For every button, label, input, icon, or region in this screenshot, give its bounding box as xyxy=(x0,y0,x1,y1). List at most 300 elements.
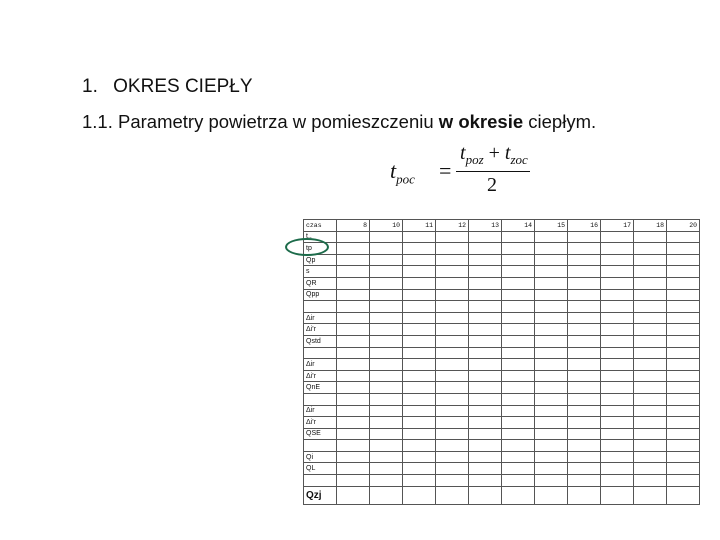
table-cell xyxy=(370,417,403,429)
table-cell xyxy=(667,289,700,301)
table-cell xyxy=(667,335,700,347)
table-cell xyxy=(469,289,502,301)
table-cell xyxy=(502,393,535,405)
table-cell xyxy=(436,347,469,359)
table-cell xyxy=(667,370,700,382)
header-cell-time: czas xyxy=(304,220,337,232)
table-cell xyxy=(601,451,634,463)
table-cell xyxy=(403,440,436,452)
header-cell-hour: 20 xyxy=(667,220,700,232)
table-cell xyxy=(568,312,601,324)
table-cell xyxy=(535,486,568,504)
table-cell xyxy=(667,231,700,243)
table-cell xyxy=(370,428,403,440)
table-cell xyxy=(337,486,370,504)
table-cell xyxy=(601,277,634,289)
table-cell xyxy=(403,393,436,405)
row-label: Qstd xyxy=(304,335,337,347)
table-cell xyxy=(535,277,568,289)
table-cell xyxy=(535,382,568,394)
table-row xyxy=(304,324,700,336)
table-cell xyxy=(634,405,667,417)
table-cell xyxy=(601,324,634,336)
table-cell xyxy=(667,243,700,255)
table-row xyxy=(304,486,700,504)
table-header-row xyxy=(304,220,700,232)
table-cell xyxy=(502,359,535,371)
table-cell xyxy=(568,359,601,371)
row-label xyxy=(304,393,337,405)
table-cell xyxy=(370,312,403,324)
table-cell xyxy=(436,301,469,313)
table-cell xyxy=(469,254,502,266)
table-cell xyxy=(535,324,568,336)
table-cell xyxy=(601,393,634,405)
section-number: 1. xyxy=(82,76,98,97)
table-cell xyxy=(601,405,634,417)
table-cell xyxy=(370,266,403,278)
table-cell xyxy=(568,417,601,429)
table-row xyxy=(304,405,700,417)
table-cell xyxy=(601,475,634,487)
table-cell xyxy=(436,417,469,429)
table-cell xyxy=(634,289,667,301)
table-cell xyxy=(403,301,436,313)
table-cell xyxy=(634,463,667,475)
row-label xyxy=(304,301,337,313)
table-cell xyxy=(337,393,370,405)
table-cell xyxy=(502,417,535,429)
table-cell xyxy=(469,382,502,394)
table-cell xyxy=(502,370,535,382)
table-cell xyxy=(535,266,568,278)
table-cell xyxy=(568,428,601,440)
table-row xyxy=(304,451,700,463)
formula-lhs: $t_{poc}$ xyxy=(390,158,415,187)
row-label: Qp xyxy=(304,254,337,266)
table-cell xyxy=(568,451,601,463)
table-cell xyxy=(667,324,700,336)
table-cell xyxy=(370,382,403,394)
table-cell xyxy=(667,475,700,487)
table-cell xyxy=(634,301,667,313)
table-cell xyxy=(403,451,436,463)
table-cell xyxy=(469,451,502,463)
table-cell xyxy=(568,231,601,243)
table-cell xyxy=(667,359,700,371)
table-cell xyxy=(667,440,700,452)
table-cell xyxy=(667,451,700,463)
table-cell xyxy=(568,486,601,504)
table-cell xyxy=(667,486,700,504)
table-row xyxy=(304,428,700,440)
subsection-suffix: ciepłym. xyxy=(528,111,597,132)
table-cell xyxy=(634,266,667,278)
table-row xyxy=(304,312,700,324)
row-label: Δi'r xyxy=(304,370,337,382)
table-cell xyxy=(469,335,502,347)
table-cell xyxy=(337,347,370,359)
table-cell xyxy=(568,324,601,336)
table-cell xyxy=(370,277,403,289)
table-row xyxy=(304,335,700,347)
row-label xyxy=(304,440,337,452)
table-cell xyxy=(370,324,403,336)
table-cell xyxy=(436,486,469,504)
table-cell xyxy=(337,335,370,347)
table-cell xyxy=(403,324,436,336)
table-cell xyxy=(601,289,634,301)
header-cell-hour: 16 xyxy=(568,220,601,232)
table-cell xyxy=(568,370,601,382)
formula-denominator: 2 xyxy=(487,174,497,196)
header-cell-hour: 17 xyxy=(601,220,634,232)
table-cell xyxy=(337,405,370,417)
table-cell xyxy=(601,312,634,324)
table-cell xyxy=(535,451,568,463)
table-cell xyxy=(469,463,502,475)
table-cell xyxy=(403,277,436,289)
table-cell xyxy=(337,417,370,429)
header-cell-hour: 18 xyxy=(634,220,667,232)
header-cell-hour: 8 xyxy=(337,220,370,232)
table-cell xyxy=(667,254,700,266)
table-row xyxy=(304,359,700,371)
subsection-heading xyxy=(82,111,596,133)
row-label xyxy=(304,475,337,487)
table-row xyxy=(304,277,700,289)
table-cell xyxy=(436,405,469,417)
table-cell xyxy=(634,335,667,347)
table-cell xyxy=(436,440,469,452)
table-cell xyxy=(667,347,700,359)
table-cell xyxy=(535,475,568,487)
row-label: Δir xyxy=(304,405,337,417)
table-row xyxy=(304,289,700,301)
table-cell xyxy=(535,440,568,452)
table-cell xyxy=(502,266,535,278)
table-cell xyxy=(403,486,436,504)
table-cell xyxy=(601,347,634,359)
table-cell xyxy=(502,382,535,394)
table-cell xyxy=(568,277,601,289)
table-cell xyxy=(568,243,601,255)
table-row xyxy=(304,266,700,278)
table-cell xyxy=(535,243,568,255)
table-cell xyxy=(436,289,469,301)
table-cell xyxy=(436,393,469,405)
table-cell xyxy=(568,463,601,475)
table-cell xyxy=(634,312,667,324)
table-cell xyxy=(403,359,436,371)
table-cell xyxy=(502,301,535,313)
table-cell xyxy=(535,393,568,405)
table-cell xyxy=(436,243,469,255)
table-row xyxy=(304,254,700,266)
table-cell xyxy=(403,347,436,359)
table-cell xyxy=(337,266,370,278)
table-cell xyxy=(535,289,568,301)
table-cell xyxy=(337,440,370,452)
table-cell xyxy=(601,382,634,394)
table-cell xyxy=(370,301,403,313)
row-label: Qpp xyxy=(304,289,337,301)
table-row xyxy=(304,440,700,452)
formula xyxy=(390,142,540,198)
table-cell xyxy=(370,475,403,487)
table-cell xyxy=(436,428,469,440)
table-cell xyxy=(403,417,436,429)
table-cell xyxy=(502,428,535,440)
table-cell xyxy=(337,312,370,324)
table-cell xyxy=(436,463,469,475)
table-cell xyxy=(601,243,634,255)
table-row xyxy=(304,347,700,359)
header-cell-hour: 14 xyxy=(502,220,535,232)
row-label: QSE xyxy=(304,428,337,440)
table-cell xyxy=(667,312,700,324)
table-cell xyxy=(667,463,700,475)
table-cell xyxy=(601,428,634,440)
table-cell xyxy=(502,463,535,475)
table-cell xyxy=(601,359,634,371)
table-cell xyxy=(370,359,403,371)
table-cell xyxy=(667,417,700,429)
table-cell xyxy=(469,440,502,452)
table-cell xyxy=(337,301,370,313)
data-table xyxy=(303,219,700,505)
table-cell xyxy=(535,428,568,440)
subsection-prefix: 1.1. Parametry powietrza w pomieszczeniu xyxy=(82,111,434,132)
table-cell xyxy=(436,451,469,463)
table-cell xyxy=(634,347,667,359)
table-cell xyxy=(502,243,535,255)
table-cell xyxy=(502,475,535,487)
table-cell xyxy=(502,486,535,504)
header-cell-hour: 12 xyxy=(436,220,469,232)
table-cell xyxy=(568,254,601,266)
table-cell xyxy=(403,312,436,324)
table-cell xyxy=(667,393,700,405)
table-cell xyxy=(436,266,469,278)
row-label: Δi'r xyxy=(304,324,337,336)
table-cell xyxy=(403,428,436,440)
table-cell xyxy=(634,382,667,394)
table-cell xyxy=(469,370,502,382)
table-cell xyxy=(337,382,370,394)
table-cell xyxy=(634,486,667,504)
table-cell xyxy=(601,254,634,266)
table-cell xyxy=(370,243,403,255)
table-cell xyxy=(502,254,535,266)
section-title: OKRES CIEPŁY xyxy=(113,76,253,97)
table-cell xyxy=(337,324,370,336)
table-cell xyxy=(634,231,667,243)
table-cell xyxy=(502,312,535,324)
table-cell xyxy=(370,347,403,359)
table-cell xyxy=(370,289,403,301)
table-cell xyxy=(502,405,535,417)
row-label: Δir xyxy=(304,359,337,371)
table-cell xyxy=(469,475,502,487)
table-cell xyxy=(634,243,667,255)
table-cell xyxy=(568,289,601,301)
table-cell xyxy=(436,370,469,382)
table-cell xyxy=(502,335,535,347)
table-cell xyxy=(469,231,502,243)
table-cell xyxy=(568,335,601,347)
table-row xyxy=(304,475,700,487)
table-cell xyxy=(667,301,700,313)
table-cell xyxy=(403,266,436,278)
table-cell xyxy=(403,335,436,347)
table-cell xyxy=(634,359,667,371)
table-cell xyxy=(568,393,601,405)
table-cell xyxy=(370,486,403,504)
row-label xyxy=(304,347,337,359)
highlight-oval xyxy=(285,238,329,256)
row-label: Δi'r xyxy=(304,417,337,429)
table-cell xyxy=(337,243,370,255)
table-cell xyxy=(370,405,403,417)
row-label: Δir xyxy=(304,312,337,324)
table-cell xyxy=(436,335,469,347)
row-label: tp xyxy=(304,243,337,255)
table-cell xyxy=(535,312,568,324)
header-cell-hour: 15 xyxy=(535,220,568,232)
table-cell xyxy=(370,440,403,452)
table-cell xyxy=(568,382,601,394)
row-label: s xyxy=(304,266,337,278)
table-cell xyxy=(568,440,601,452)
table-cell xyxy=(535,301,568,313)
table-cell xyxy=(337,370,370,382)
table-cell xyxy=(667,405,700,417)
table-cell xyxy=(469,266,502,278)
table-cell xyxy=(535,359,568,371)
table-cell xyxy=(337,231,370,243)
header-cell-hour: 10 xyxy=(370,220,403,232)
table-cell xyxy=(469,486,502,504)
table-cell xyxy=(436,254,469,266)
table-cell xyxy=(601,417,634,429)
table-cell xyxy=(601,370,634,382)
table-cell xyxy=(469,359,502,371)
table-cell xyxy=(337,475,370,487)
table-row xyxy=(304,301,700,313)
table-cell xyxy=(634,393,667,405)
table-cell xyxy=(370,370,403,382)
table-cell xyxy=(667,277,700,289)
table-row xyxy=(304,417,700,429)
formula-equals: = xyxy=(439,158,452,183)
table-cell xyxy=(337,254,370,266)
table-cell xyxy=(535,370,568,382)
table-cell xyxy=(403,405,436,417)
row-label: QnE xyxy=(304,382,337,394)
table-cell xyxy=(634,440,667,452)
table-cell xyxy=(469,347,502,359)
table-row xyxy=(304,243,700,255)
table-cell xyxy=(403,254,436,266)
table-row xyxy=(304,382,700,394)
table-cell xyxy=(601,335,634,347)
table-cell xyxy=(436,231,469,243)
table-cell xyxy=(568,475,601,487)
table-cell xyxy=(502,324,535,336)
table-cell xyxy=(568,405,601,417)
table-cell xyxy=(502,440,535,452)
table-cell xyxy=(337,463,370,475)
table-cell xyxy=(403,370,436,382)
table-cell xyxy=(469,324,502,336)
table-cell xyxy=(337,277,370,289)
table-cell xyxy=(568,301,601,313)
table-cell xyxy=(370,451,403,463)
table-cell xyxy=(403,475,436,487)
table-cell xyxy=(469,312,502,324)
table-cell xyxy=(469,405,502,417)
table-cell xyxy=(337,451,370,463)
table-cell xyxy=(403,289,436,301)
table-cell xyxy=(337,289,370,301)
table-cell xyxy=(469,243,502,255)
table-cell xyxy=(601,463,634,475)
formula-fraction-bar xyxy=(456,171,530,172)
table-cell xyxy=(568,266,601,278)
table-cell xyxy=(469,393,502,405)
table-cell xyxy=(535,254,568,266)
table-cell xyxy=(634,451,667,463)
table-cell xyxy=(403,243,436,255)
table-cell xyxy=(502,289,535,301)
table-cell xyxy=(403,382,436,394)
table-row xyxy=(304,370,700,382)
table-cell xyxy=(634,417,667,429)
row-label: QR xyxy=(304,277,337,289)
table-cell xyxy=(370,254,403,266)
table-cell xyxy=(436,359,469,371)
table-cell xyxy=(403,231,436,243)
header-cell-hour: 13 xyxy=(469,220,502,232)
table-cell xyxy=(436,277,469,289)
table-row xyxy=(304,393,700,405)
table-cell xyxy=(436,475,469,487)
table-cell xyxy=(502,347,535,359)
table-cell xyxy=(502,277,535,289)
table-cell xyxy=(469,417,502,429)
table-cell xyxy=(667,428,700,440)
table-cell xyxy=(601,301,634,313)
table-cell xyxy=(370,335,403,347)
row-label: QL xyxy=(304,463,337,475)
table-cell xyxy=(502,231,535,243)
table-cell xyxy=(436,324,469,336)
table-cell xyxy=(535,335,568,347)
table-cell xyxy=(403,463,436,475)
row-label: t.. xyxy=(304,231,337,243)
table-cell xyxy=(436,382,469,394)
table-cell xyxy=(469,301,502,313)
section-heading xyxy=(82,76,253,98)
table-row xyxy=(304,463,700,475)
table-cell xyxy=(436,312,469,324)
table-cell xyxy=(634,324,667,336)
table-cell xyxy=(370,231,403,243)
table-cell xyxy=(535,417,568,429)
table-cell xyxy=(568,347,601,359)
subsection-bold: w okresie xyxy=(438,111,524,132)
